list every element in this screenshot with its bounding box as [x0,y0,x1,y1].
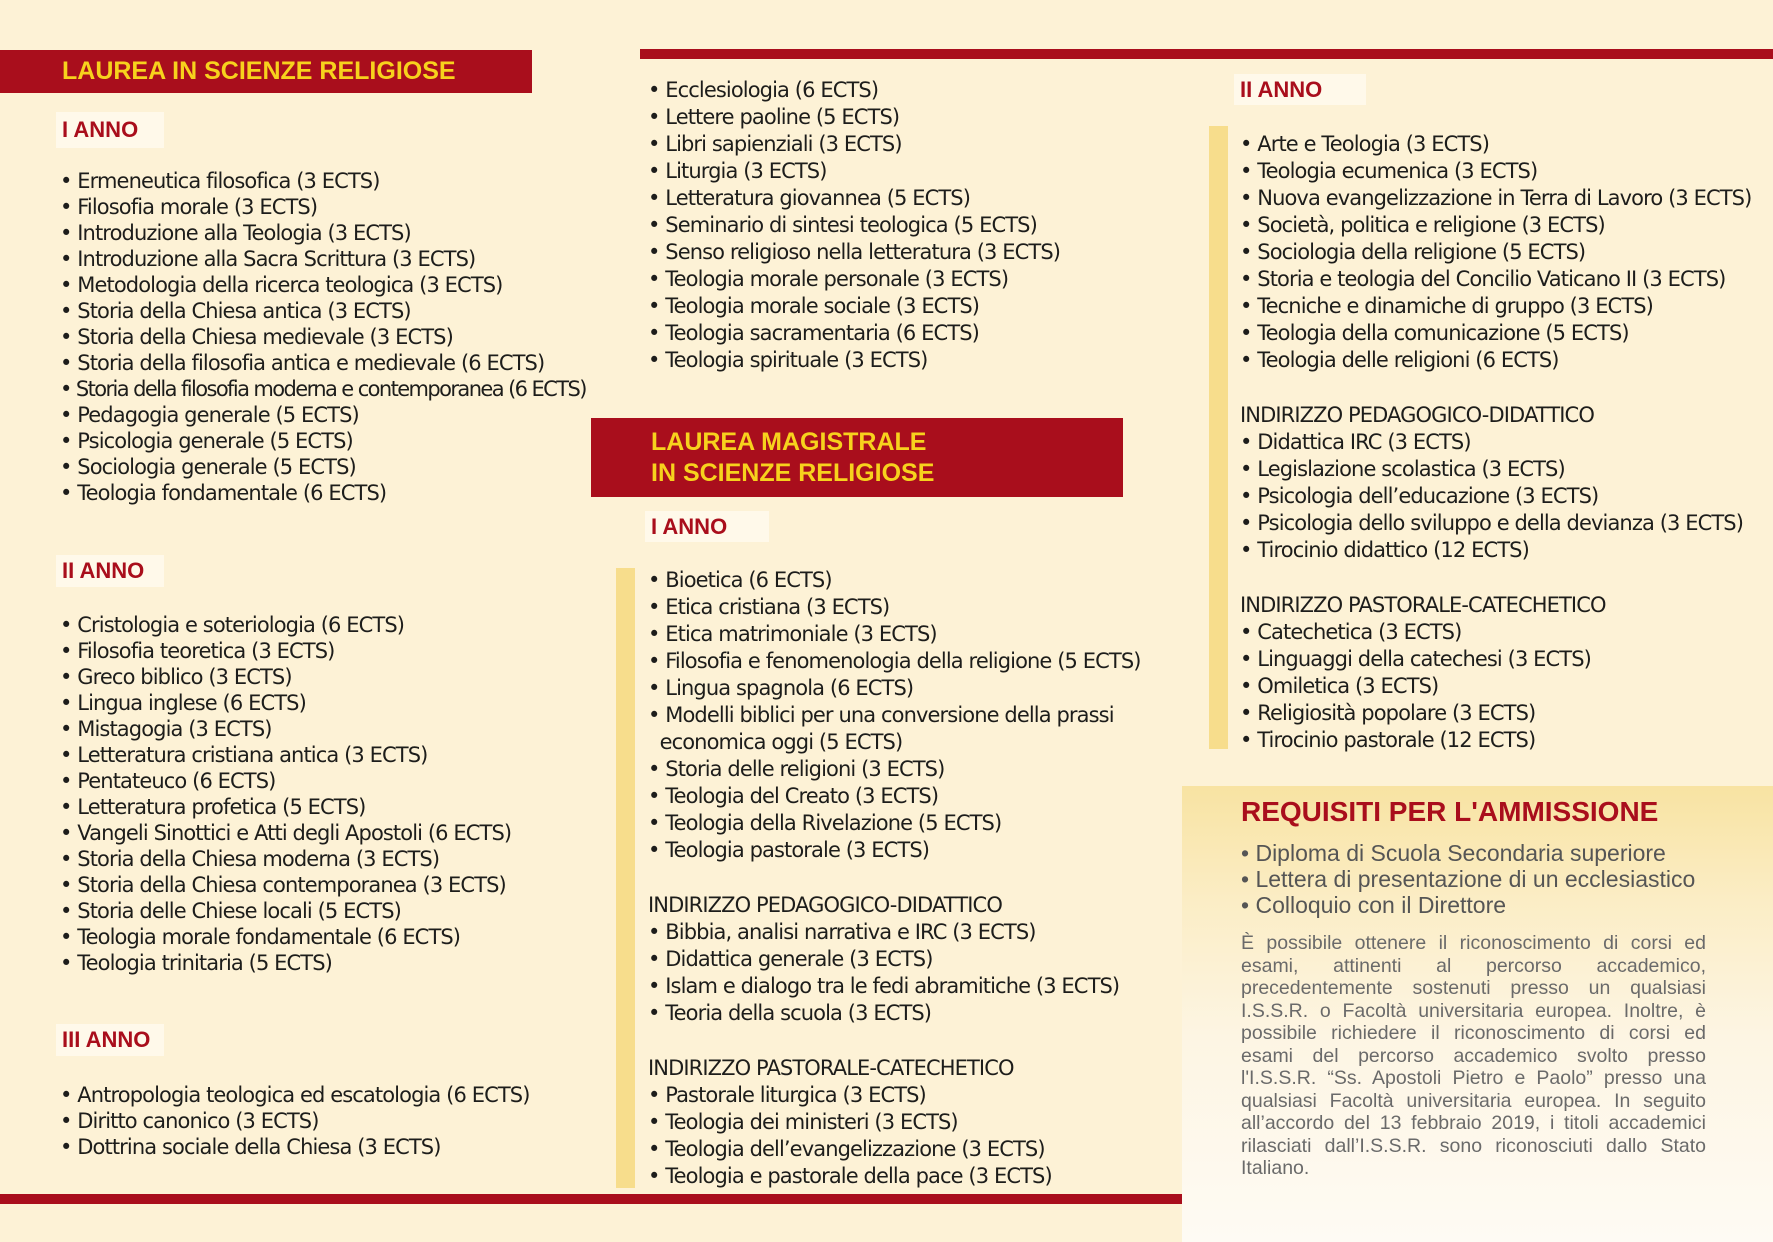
list-item: • Lettera di presentazione di un ecclesiastico [1241,866,1695,892]
col1-year1-label: I ANNO [56,112,164,148]
col1-year2-label: II ANNO [56,555,164,587]
list-item: • Teologia sacramentaria (6 ECTS) [648,320,1060,347]
list-item: • Storia della Chiesa moderna (3 ECTS) [60,846,511,872]
list-item: • Teologia della Rivelazione (5 ECTS) [648,810,1141,837]
list-item: • Storia della Chiesa contemporanea (3 ECTS) [60,872,511,898]
list-item: • Storia della Chiesa medievale (3 ECTS) [60,324,586,350]
list-item: • Storia della filosofia moderna e contemporanea (6 ECTS) [60,376,586,402]
list-item: • Teologia delle religioni (6 ECTS) [1240,347,1751,374]
list-item: • Teoria della scuola (3 ECTS) [648,1000,1141,1027]
col2-year3-continued-list [648,77,1060,374]
col1-title [0,50,532,93]
list-item: • Diritto canonico (3 ECTS) [60,1108,530,1134]
list-item: • Teologia morale personale (3 ECTS) [648,266,1060,293]
list-item: • Dottrina sociale della Chiesa (3 ECTS) [60,1134,530,1160]
list-item: • Catechetica (3 ECTS) [1240,619,1751,646]
col2-side-stripe [616,568,635,1188]
list-item: • Filosofia teoretica (3 ECTS) [60,638,511,664]
requirements-title: REQUISITI PER L'AMMISSIONE [1241,796,1659,827]
list-item: • Mistagogia (3 ECTS) [60,716,511,742]
col2-year1-course-list [648,567,1141,1190]
list-item: • Linguaggi della catechesi (3 ECTS) [1240,646,1751,673]
list-item: • Liturgia (3 ECTS) [648,158,1060,185]
list-spacer [648,1027,1141,1055]
col2-ped-heading: INDIRIZZO PEDAGOGICO-DIDATTICO [648,893,1002,917]
list-item: • Modelli biblici per una conversione della prassi [648,702,1141,729]
list-item: • Introduzione alla Sacra Scrittura (3 ECTS) [60,246,586,272]
col2-year1-label: I ANNO [645,511,769,542]
list-item: • Didattica generale (3 ECTS) [648,946,1141,973]
list-item: • Società, politica e religione (3 ECTS) [1240,212,1751,239]
list-item: • Letteratura profetica (5 ECTS) [60,794,511,820]
list-item: • Teologia dei ministeri (3 ECTS) [648,1109,1141,1136]
list-item: • Storia e teologia del Concilio Vaticano II (3 ECTS) [1240,266,1751,293]
col1-year1-course-list [60,168,586,506]
requirements-list [1241,840,1695,918]
list-item: • Tirocinio pastorale (12 ECTS) [1240,727,1751,754]
list-item: • Antropologia teologica ed escatologia (6 ECTS) [60,1082,530,1108]
list-item: • Seminario di sintesi teologica (5 ECTS) [648,212,1060,239]
list-item: • Tecniche e dinamiche di gruppo (3 ECTS) [1240,293,1751,320]
list-item: • Psicologia dell’educazione (3 ECTS) [1240,483,1751,510]
list-item: • Islam e dialogo tra le fedi abramitiche (3 ECTS) [648,973,1141,1000]
list-item: • Psicologia dello sviluppo e della devianza (3 ECTS) [1240,510,1751,537]
col2-title-line2: IN SCIENZE RELIGIOSE [651,459,935,487]
list-item: • Libri sapienziali (3 ECTS) [648,131,1060,158]
list-item: • Introduzione alla Teologia (3 ECTS) [60,220,586,246]
list-item: • Filosofia morale (3 ECTS) [60,194,586,220]
list-item: • Teologia pastorale (3 ECTS) [648,837,1141,864]
list-item: • Legislazione scolastica (3 ECTS) [1240,456,1751,483]
list-item: • Teologia dell’evangelizzazione (3 ECTS) [648,1136,1141,1163]
list-item: • Psicologia generale (5 ECTS) [60,428,586,454]
list-item: • Omiletica (3 ECTS) [1240,673,1751,700]
list-item: • Didattica IRC (3 ECTS) [1240,429,1751,456]
list-item: • Greco biblico (3 ECTS) [60,664,511,690]
list-item: • Teologia ecumenica (3 ECTS) [1240,158,1751,185]
col2-title-line1: LAUREA MAGISTRALE [651,428,927,456]
list-item: • Pedagogia generale (5 ECTS) [60,402,586,428]
list-item: • Lingua spagnola (6 ECTS) [648,675,1141,702]
top-red-rule [640,49,1773,59]
list-item: • Storia della filosofia antica e medievale (6 ECTS) [60,350,586,376]
list-item: • Filosofia e fenomenologia della religione (5 ECTS) [648,648,1141,675]
list-item: • Teologia della comunicazione (5 ECTS) [1240,320,1751,347]
list-item: • Teologia morale fondamentale (6 ECTS) [60,924,511,950]
list-item: • Teologia spirituale (3 ECTS) [648,347,1060,374]
col1-title-text: LAUREA IN SCIENZE RELIGIOSE [62,57,456,85]
list-spacer [1240,564,1751,592]
col1-year2-course-list [60,612,511,976]
col3-year2-course-list [1240,131,1751,754]
list-item: • Etica matrimoniale (3 ECTS) [648,621,1141,648]
list-item: • Nuova evangelizzazione in Terra di Lavoro (3 ECTS) [1240,185,1751,212]
list-item: • Diploma di Scuola Secondaria superiore [1241,840,1695,866]
list-item: • Bioetica (6 ECTS) [648,567,1141,594]
list-item: • Vangeli Sinottici e Atti degli Apostoli (6 ECTS) [60,820,511,846]
col1-year3-course-list [60,1082,530,1160]
requirements-paragraph: È possibile ottenere il riconoscimento di corsi ed esami, attinenti al percorso accademico, precedentemente sostenuti presso un qualsiasi I.S.S.R. o Facoltà universitaria europea. Inoltre, è possibile richiedere il riconoscimento di corsi ed esami del percorso accademico svolto presso l'I.S.S.R. “Ss. Apostoli Pietro e Paolo” presso una qualsiasi Facoltà universitaria europea. In seguito all’accordo del 13 febbraio 2019, i titoli accademici rilasciati dall’I.S.S.R. sono riconosciuti dallo Stato Italiano. [1241,932,1706,1179]
col3-past-heading: INDIRIZZO PASTORALE-CATECHETICO [1240,593,1606,617]
list-item: • Letteratura giovannea (5 ECTS) [648,185,1060,212]
list-item: • Arte e Teologia (3 ECTS) [1240,131,1751,158]
col3-ped-heading: INDIRIZZO PEDAGOGICO-DIDATTICO [1240,403,1594,427]
list-item: • Teologia morale sociale (3 ECTS) [648,293,1060,320]
col3-side-stripe [1209,126,1228,749]
list-item: • Teologia trinitaria (5 ECTS) [60,950,511,976]
list-item: • Storia della Chiesa antica (3 ECTS) [60,298,586,324]
list-item: • Bibbia, analisi narrativa e IRC (3 ECTS) [648,919,1141,946]
list-item: • Lingua inglese (6 ECTS) [60,690,511,716]
list-item: • Metodologia della ricerca teologica (3 ECTS) [60,272,586,298]
list-item: • Lettere paoline (5 ECTS) [648,104,1060,131]
col2-past-heading: INDIRIZZO PASTORALE-CATECHETICO [648,1056,1014,1080]
list-item: • Senso religioso nella letteratura (3 ECTS) [648,239,1060,266]
list-item: • Colloquio con il Direttore [1241,892,1695,918]
list-item: • Etica cristiana (3 ECTS) [648,594,1141,621]
list-item: • Religiosità popolare (3 ECTS) [1240,700,1751,727]
list-item: • Cristologia e soteriologia (6 ECTS) [60,612,511,638]
col2-title [591,418,1123,497]
col1-year3-label: III ANNO [56,1024,164,1056]
bottom-red-rule [0,1194,1182,1204]
list-item: • Sociologia generale (5 ECTS) [60,454,586,480]
list-item: • Storia delle religioni (3 ECTS) [648,756,1141,783]
list-item: • Pentateuco (6 ECTS) [60,768,511,794]
list-item: • Ermeneutica filosofica (3 ECTS) [60,168,586,194]
list-item: • Tirocinio didattico (12 ECTS) [1240,537,1751,564]
list-item: • Pastorale liturgica (3 ECTS) [648,1082,1141,1109]
list-item: • Ecclesiologia (6 ECTS) [648,77,1060,104]
list-item: • Storia delle Chiese locali (5 ECTS) [60,898,511,924]
list-item: • Teologia fondamentale (6 ECTS) [60,480,586,506]
list-item: • Sociologia della religione (5 ECTS) [1240,239,1751,266]
list-item: • Teologia e pastorale della pace (3 ECTS) [648,1163,1141,1190]
col3-year2-label: II ANNO [1234,74,1366,105]
list-spacer [648,864,1141,892]
list-item: • Letteratura cristiana antica (3 ECTS) [60,742,511,768]
list-item: economica oggi (5 ECTS) [659,730,903,754]
list-spacer [1240,374,1751,402]
list-item: • Teologia del Creato (3 ECTS) [648,783,1141,810]
